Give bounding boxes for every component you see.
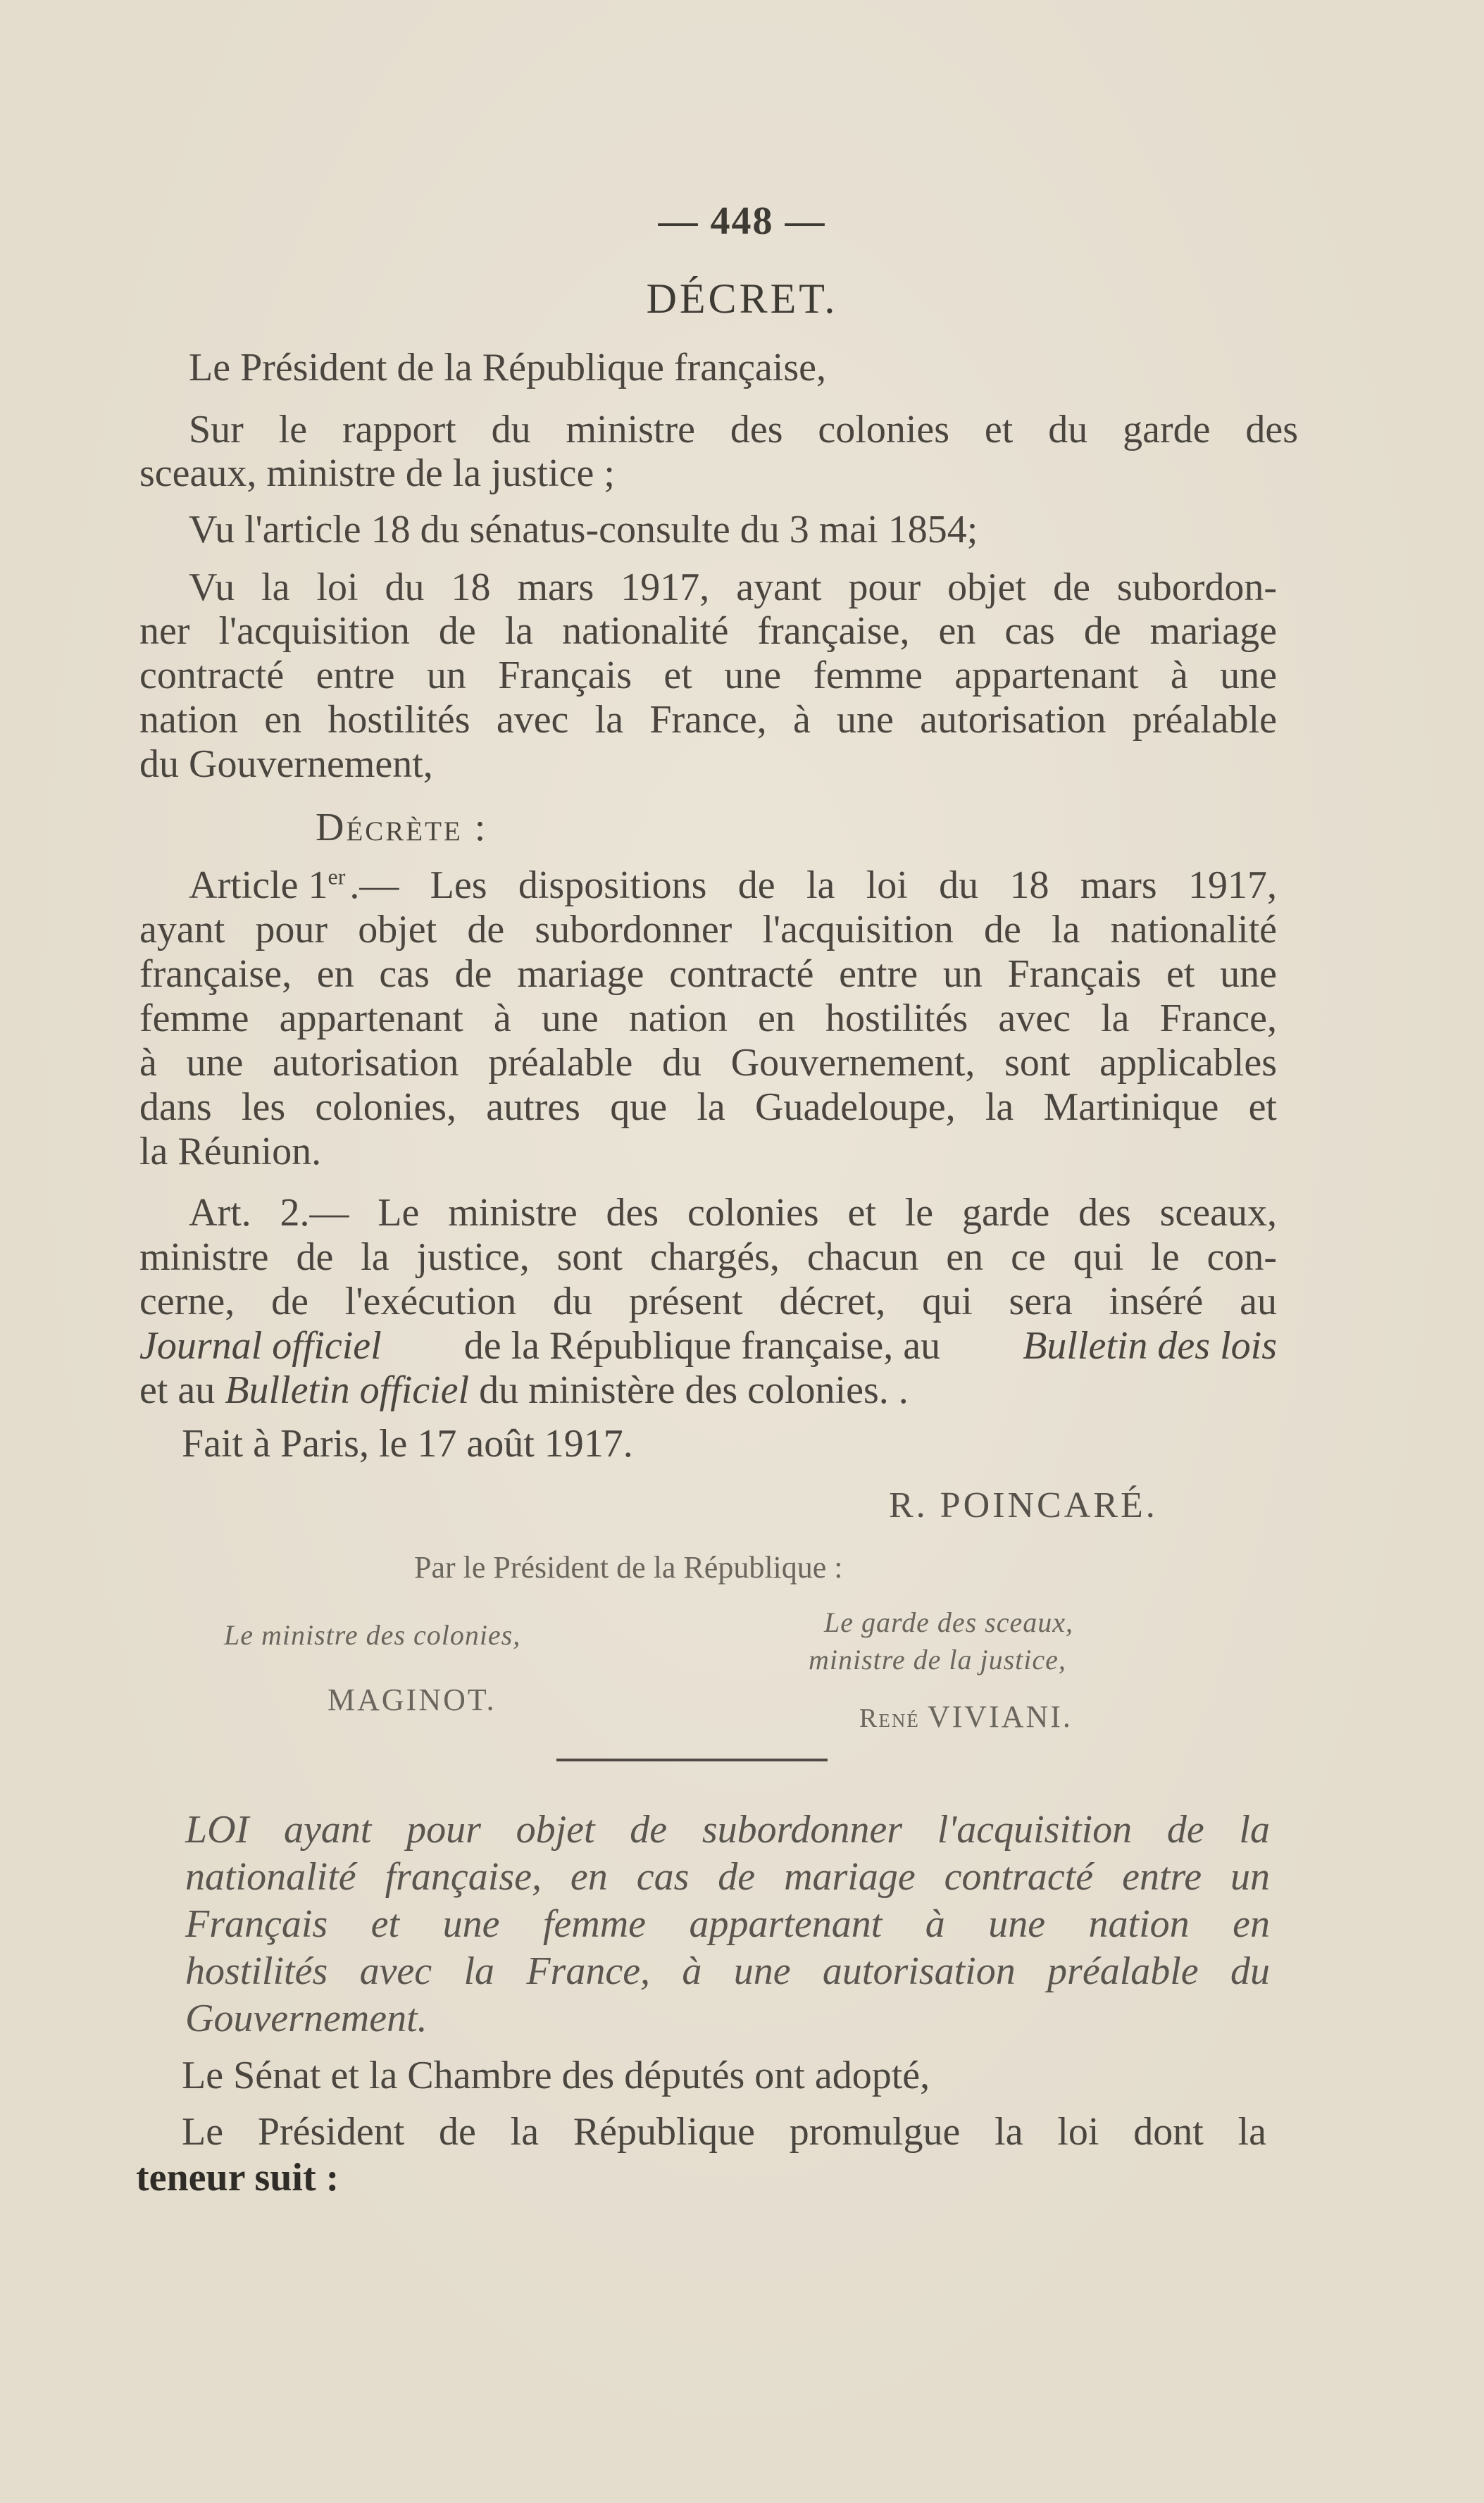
vu-loi-line-4: nation en hostilités avec la France, à une autorisation préalable bbox=[139, 698, 1277, 742]
article-1-label: Article 1er bbox=[189, 863, 346, 907]
article-2-line-4-mid: de la République française, au bbox=[454, 1324, 951, 1368]
senat-adopte: Le Sénat et la Chambre des députés ont adopté, bbox=[182, 2054, 930, 2097]
bulletin-officiel: Bulletin officiel bbox=[225, 1368, 470, 1412]
vu-article-line: Vu l'article 18 du sénatus-consulte du 3 mai 1854; bbox=[189, 508, 978, 551]
president-intro: Le Président de la République française, bbox=[189, 346, 826, 389]
ministre-colonies-title: Le ministre des colonies, bbox=[224, 1619, 521, 1651]
garde-sceaux-title-2: ministre de la justice, bbox=[809, 1644, 1066, 1675]
article-2-line-3: cerne, de l'exécution du présent décret, qui sera inséré au bbox=[139, 1280, 1277, 1323]
sur-rapport-line-2: sceaux, ministre de la justice ; bbox=[139, 451, 615, 495]
article-1-line-7: la Réunion. bbox=[139, 1130, 322, 1173]
loi-title-line-3: Français et une femme appartenant à une nation en bbox=[185, 1902, 1270, 1946]
garde-sceaux-title-1: Le garde des sceaux, bbox=[824, 1606, 1073, 1638]
article-1-line-5: à une autorisation préalable du Gouvernement, sont applicables bbox=[139, 1041, 1277, 1085]
promulgue-line-1: Le Président de la République promulgue la loi dont la bbox=[182, 2110, 1266, 2154]
bulletin-des-lois: Bulletin des lois bbox=[1023, 1324, 1277, 1368]
vu-loi-line-1: Vu la loi du 18 mars 1917, ayant pour objet de subordon- bbox=[189, 566, 1277, 609]
page-number: — 448 — bbox=[658, 199, 826, 243]
article-2-line-5-post: du ministère des colonies. . bbox=[469, 1368, 909, 1412]
section-divider bbox=[556, 1759, 828, 1761]
garde-sceaux-first-name: René bbox=[859, 1704, 920, 1733]
garde-sceaux-name bbox=[859, 1699, 1073, 1735]
article-1-line-3: française, en cas de mariage contracté entre un Français et une bbox=[139, 952, 1277, 996]
article-2-line-2: ministre de la justice, sont chargés, chacun en ce qui le con- bbox=[139, 1235, 1277, 1279]
article-1-line-6: dans les colonies, autres que la Guadeloupe, la Martinique et bbox=[139, 1085, 1277, 1129]
decrete-heading: Décrète : bbox=[316, 806, 488, 849]
journal-officiel: Journal officiel bbox=[139, 1324, 382, 1368]
vu-loi-line-2: ner l'acquisition de la nationalité française, en cas de mariage bbox=[139, 609, 1277, 653]
article-1-line-4: femme appartenant à une nation en hostilités avec la France, bbox=[139, 997, 1277, 1040]
article-2-line-4 bbox=[139, 1323, 1277, 1368]
article-1-text-start: .— Les dispositions de la loi du 18 mars 1917, bbox=[349, 863, 1277, 907]
loi-title-line-1: LOI ayant pour objet de subordonner l'acquisition de la bbox=[185, 1808, 1270, 1852]
loi-title-line-5: Gouvernement. bbox=[185, 1997, 428, 2040]
promulgue-line-2: teneur suit : bbox=[136, 2156, 339, 2199]
garde-sceaux-last-name: VIVIANI. bbox=[927, 1699, 1073, 1734]
vu-loi-line-3: contracté entre un Français et une femme appartenant à une bbox=[139, 654, 1277, 697]
ministre-colonies-name: MAGINOT. bbox=[328, 1683, 497, 1717]
vu-loi-line-5: du Gouvernement, bbox=[139, 742, 433, 786]
signature-president: R. POINCARÉ. bbox=[889, 1485, 1158, 1525]
loi-title-line-2: nationalité française, en cas de mariage contracté entre un bbox=[185, 1855, 1270, 1899]
article-2-line-1: Art. 2.— Le ministre des colonies et le garde des sceaux, bbox=[189, 1191, 1277, 1235]
fait-a-paris: Fait à Paris, le 17 août 1917. bbox=[182, 1422, 633, 1466]
article-1-line-1 bbox=[189, 863, 1277, 908]
article-2-line-5 bbox=[139, 1368, 909, 1413]
sur-rapport-line-1: Sur le rapport du ministre des colonies et du garde des bbox=[189, 408, 1298, 451]
par-le-president: Par le Président de la République : bbox=[414, 1550, 843, 1585]
decree-heading: DÉCRET. bbox=[646, 275, 838, 322]
article-1-line-2: ayant pour objet de subordonner l'acquisition de la nationalité bbox=[139, 908, 1277, 951]
article-2-line-5-pre: et au bbox=[139, 1368, 225, 1412]
loi-title-line-4: hostilités avec la France, à une autorisation préalable du bbox=[185, 1949, 1270, 1993]
